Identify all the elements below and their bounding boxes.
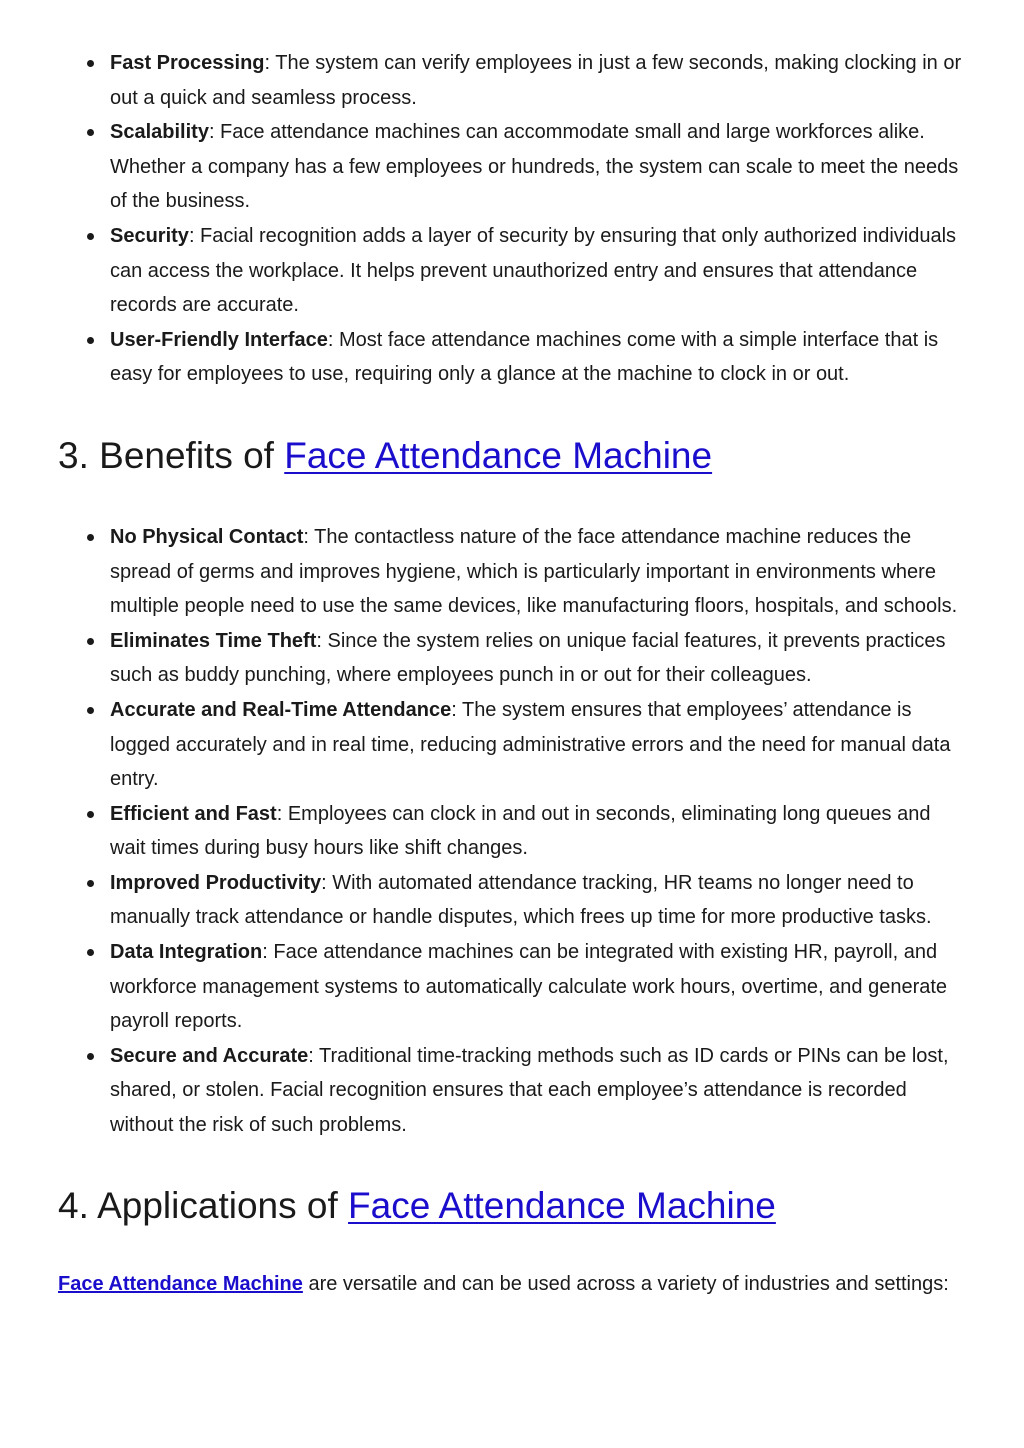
heading-prefix: 4. Applications of [58, 1184, 349, 1226]
item-text: : The system can verify employees in just a few seconds, making clocking in or out a quick and seamless process. [110, 52, 962, 109]
bullet-icon [87, 129, 94, 136]
item-term: User-Friendly Interface [110, 328, 328, 351]
bullet-icon [87, 534, 94, 541]
item-text: : Face attendance machines can be integrated with existing HR, payroll, and workforce management systems to automatically calculate work hours, overtime, and generate payroll reports. [110, 941, 948, 1033]
item-text: : Face attendance machines can accommodate small and large workforces alike. Whether a company has a few employees or hundreds, the system can scale to meet the needs of the business. [110, 121, 959, 213]
list-item [58, 323, 968, 392]
item-term: Secure and Accurate [110, 1044, 309, 1067]
item-text: : The system ensures that employees’ attendance is logged accurately and in real time, reducing administrative errors and the need for manual data entry. [110, 698, 951, 791]
bullet-icon [87, 707, 94, 714]
list-item [58, 935, 968, 1039]
item-text: : Most face attendance machines come with a simple interface that is easy for employees to use, requiring only a glance at the machine to clock in or out. [110, 328, 939, 386]
intro-text: are versatile and can be used across a variety of industries and settings: [302, 1272, 949, 1295]
item-term: Accurate and Real-Time Attendance [110, 698, 452, 721]
section-heading-benefits [58, 434, 968, 478]
heading-prefix: 3. Benefits of [58, 434, 285, 476]
list-item [58, 115, 968, 219]
item-term: Fast Processing [110, 52, 265, 74]
list-item [58, 693, 968, 797]
item-text: : Traditional time-tracking methods such as ID cards or PINs can be lost, shared, or stolen. Facial recognition ensures that each employee’s attendance is recorded without the risk of such problems. [110, 1044, 949, 1137]
bullet-icon [87, 60, 94, 67]
face-attendance-machine-link[interactable]: Face Attendance Machine [58, 1272, 303, 1295]
benefits-list [58, 520, 968, 1143]
item-term: Efficient and Fast [110, 802, 277, 825]
list-item [58, 866, 968, 935]
list-item [58, 797, 968, 866]
list-item [58, 624, 968, 693]
item-text: : With automated attendance tracking, HR teams no longer need to manually track attendance or handle disputes, which frees up time for more productive tasks. [110, 871, 932, 929]
face-attendance-machine-link[interactable]: Face Attendance Machine [348, 1184, 776, 1226]
item-term: Data Integration [110, 941, 263, 964]
applications-intro [58, 1267, 968, 1302]
item-term: Scalability [110, 121, 209, 144]
section-heading-applications [58, 1184, 968, 1228]
features-list [58, 46, 968, 392]
face-attendance-machine-link[interactable]: Face Attendance Machine [284, 434, 713, 476]
list-item [58, 219, 968, 323]
bullet-icon [87, 337, 94, 344]
item-text: : Employees can clock in and out in seconds, eliminating long queues and wait times during busy hours like shift changes. [110, 802, 931, 860]
bullet-icon [87, 880, 94, 887]
item-text: : Since the system relies on unique facial features, it prevents practices such as buddy punching, where employees punch in or out for their colleagues. [110, 629, 946, 687]
list-item [58, 520, 968, 624]
bullet-icon [87, 233, 94, 240]
bullet-icon [87, 811, 94, 818]
list-item [58, 1039, 968, 1143]
item-term: No Physical Contact [110, 525, 304, 548]
item-text: : The contactless nature of the face attendance machine reduces the spread of germs and improves hygiene, which is particularly important in environments where multiple people need to use the same devices, like manufacturing floors, hospitals, and schools. [110, 525, 958, 618]
bullet-icon [87, 1053, 94, 1060]
item-text: : Facial recognition adds a layer of security by ensuring that only authorized individuals can access the workplace. It helps prevent unauthorized entry and ensures that attendance records are accurate. [110, 224, 957, 317]
list-item [58, 46, 968, 115]
bullet-icon [87, 949, 94, 956]
item-term: Eliminates Time Theft [110, 629, 317, 652]
item-term: Security [110, 224, 189, 247]
item-term: Improved Productivity [110, 871, 322, 894]
bullet-icon [87, 638, 94, 645]
